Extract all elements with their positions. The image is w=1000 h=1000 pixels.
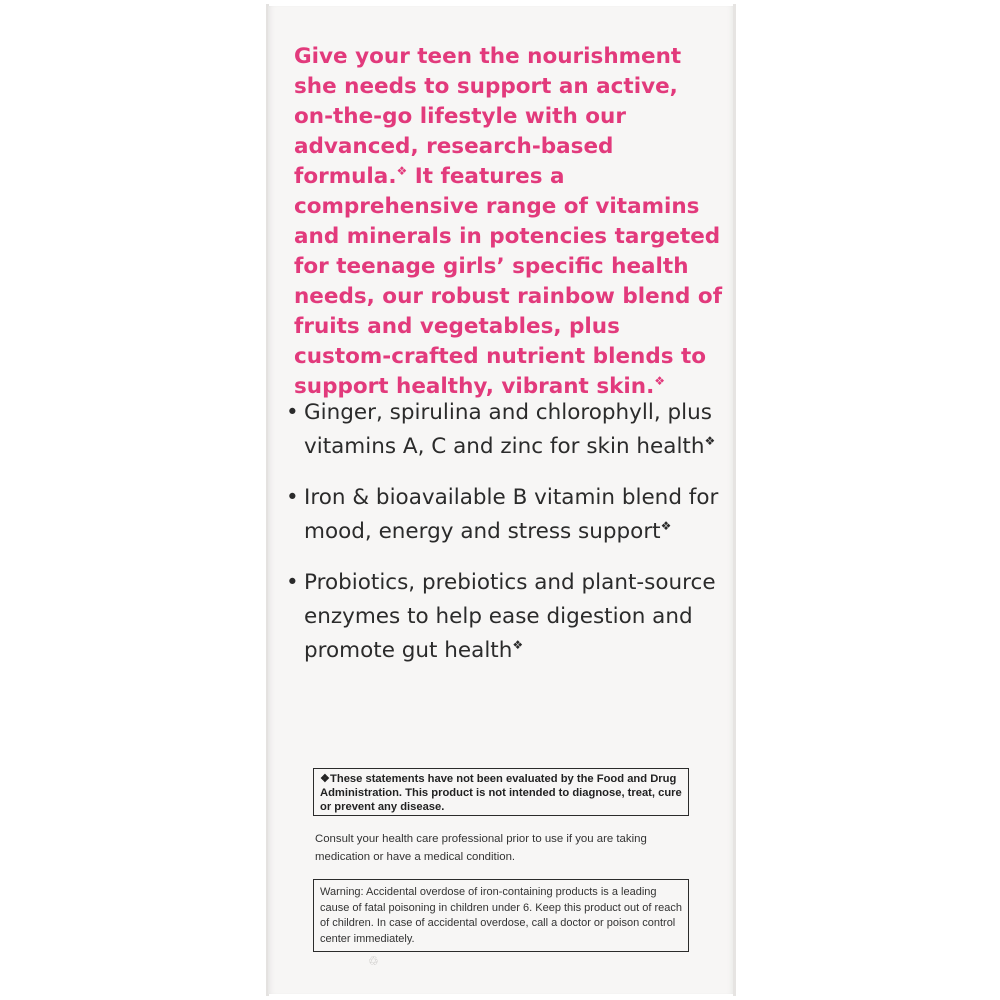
recycle-icon: ♲: [368, 954, 379, 968]
claim-mark-icon: ❖: [512, 637, 524, 652]
bullet-icon: •: [286, 400, 299, 425]
fda-disclaimer-box: [313, 768, 689, 816]
bullet-icon: •: [286, 570, 299, 595]
fda-disclaimer-text: ❖These statements have not been evaluated by the Food and Drug Administration. This product is not intended to diagnose, treat, cure or prevent any disease.: [320, 773, 682, 813]
claim-mark-icon: ❖: [654, 373, 666, 388]
claim-mark-icon: ❖: [396, 163, 408, 178]
consult-notice: Consult your health care professional prior to use if you are taking medication or have a medical condition.: [315, 833, 647, 863]
iron-warning-box: [313, 879, 689, 952]
benefit-list: [284, 396, 730, 685]
benefit-item: [284, 481, 730, 549]
intro-paragraph: [294, 42, 724, 402]
benefit-text: Ginger, spirulina and chlorophyll, plus vitamins A, C and zinc for skin health: [304, 400, 712, 459]
intro-text: Give your teen the nourishment she needs to support an active, on-the-go lifestyle with our advanced, research-based formula.: [294, 44, 682, 189]
claim-mark-icon: ❖: [660, 518, 672, 533]
benefit-item: [284, 396, 730, 464]
benefit-item: [284, 566, 730, 668]
benefit-text: Iron & bioavailable B vitamin blend for mood, energy and stress support: [304, 485, 719, 544]
intro-text-continued: It features a comprehensive range of vitamins and minerals in potencies targeted for teenage girls’ specific health needs, our robust rainbow blend of fruits and vegetables, plus custom-crafted nutrient blends to support healthy, vibrant skin.: [294, 164, 723, 399]
claim-mark-icon: ❖: [704, 433, 716, 448]
bullet-icon: •: [286, 485, 299, 510]
iron-warning-text: Warning: Accidental overdose of iron-containing products is a leading cause of fatal poisoning in children under 6. Keep this product out of reach of children. In case of accidental overdose, call a doctor or poison control center immediately.: [320, 886, 683, 945]
benefit-text: Probiotics, prebiotics and plant-source enzymes to help ease digestion and promote gut health: [304, 570, 716, 663]
box-edge-right: [733, 4, 736, 996]
